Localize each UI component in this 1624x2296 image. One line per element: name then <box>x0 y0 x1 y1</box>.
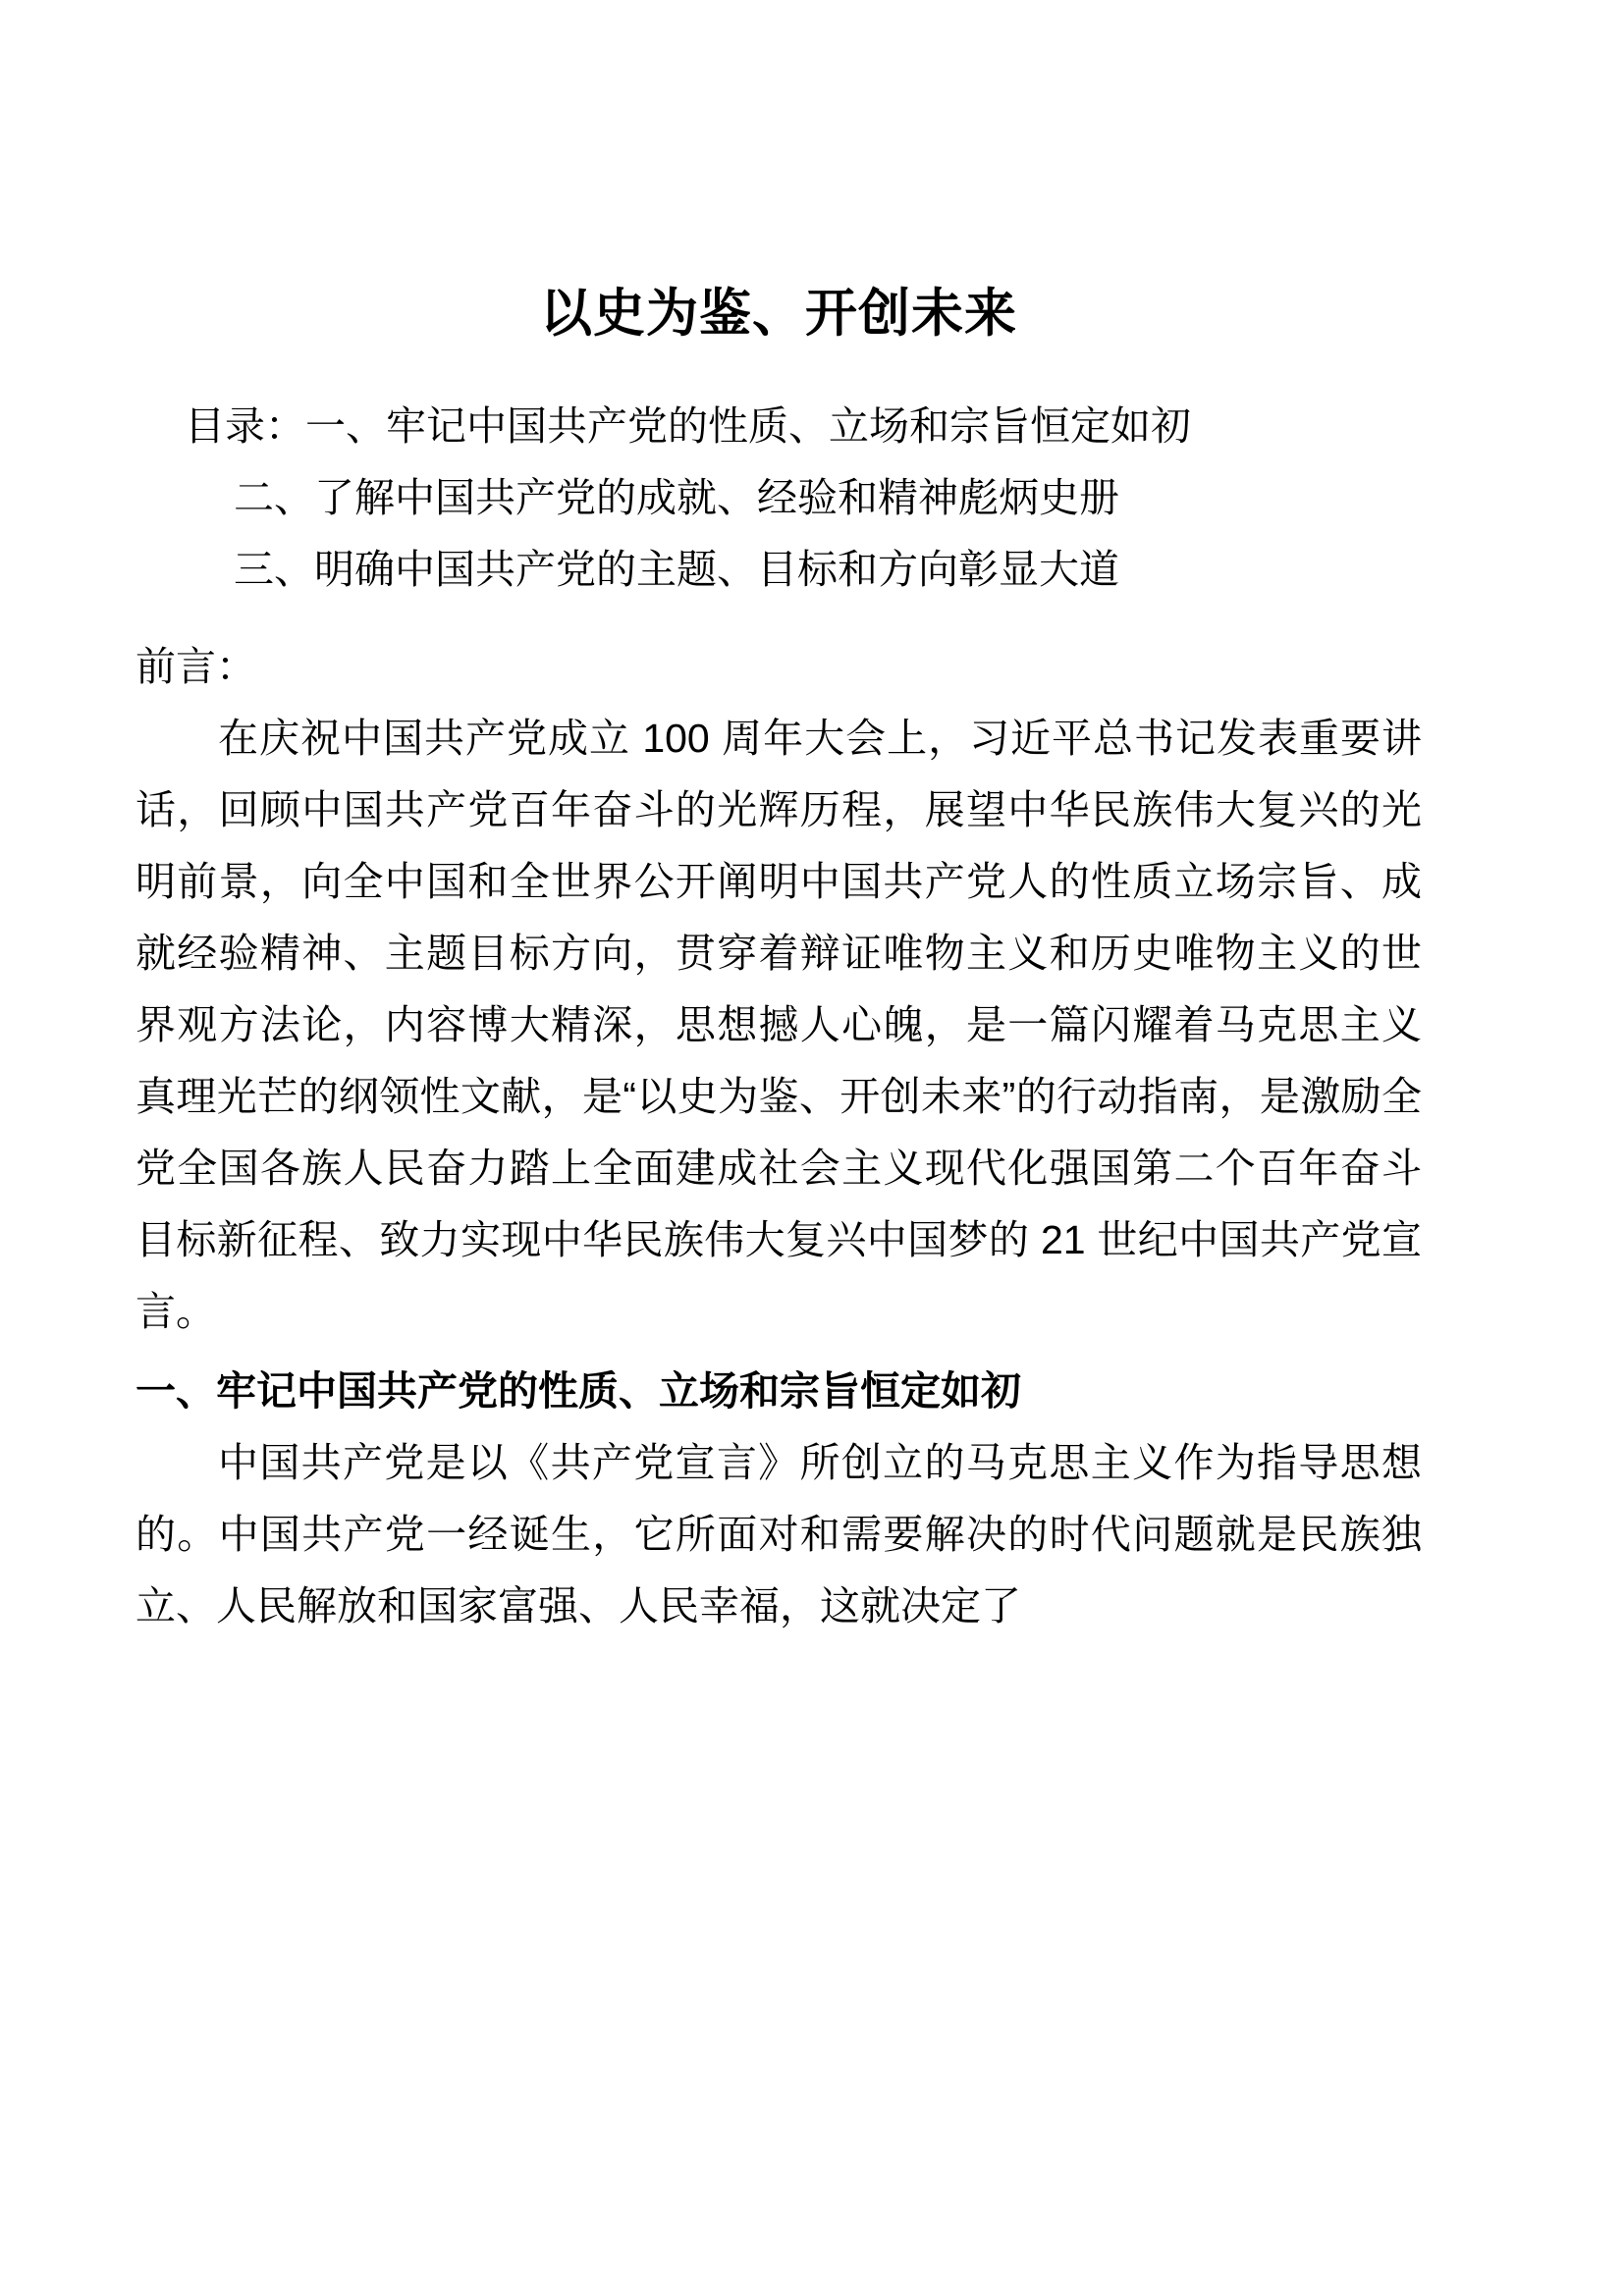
section-1-paragraph: 中国共产党是以《共产党宣言》所创立的马克思主义作为指导思想的。中国共产党一经诞生，它所面对和需要解决的时代问题就是民族独立、人民解放和国家富强、人民幸福，这就决定了 <box>135 1439 1422 1629</box>
table-of-contents <box>135 391 1422 606</box>
page-content <box>135 0 1422 1642</box>
toc-entry-3: 三、明确中国共产党的主题、目标和方向彰显大道 <box>234 546 1119 592</box>
section-heading-1: 一、牢记中国共产党的性质、立场和宗旨恒定如初 <box>135 1367 1021 1414</box>
page-title: 以史为鉴、开创未来 <box>540 285 1017 343</box>
preface-label: 前言： <box>135 643 256 689</box>
toc-entry-1: 目录：一、牢记中国共产党的性质、立场和宗旨恒定如初 <box>185 402 1191 449</box>
preface-paragraph: 在庆祝中国共产党成立 100 周年大会上，习近平总书记发表重要讲话，回顾中国共产党百年奋斗的光辉历程，展望中华民族伟大复兴的光明前景，向全中国和全世界公开阐明中国共产党人的性质立场宗旨、成就经验精神、主题目标方向，贯穿着辩证唯物主义和历史唯物主义的世界观方法论，内容博大精深，思想撼人心魄，是一篇闪耀着马克思主义真理光芒的纲领性文献，是“以史为鉴、开创未来”的行动指南，是激励全党全国各族人民奋力踏上全面建成社会主义现代化强国第二个百年奋斗目标新征程、致力实现中华民族伟大复兴中国梦的 21 世纪中国共产党宣言。 <box>135 715 1422 1334</box>
toc-entry-2: 二、了解中国共产党的成就、经验和精神彪炳史册 <box>234 474 1119 520</box>
paragraph-spacer <box>135 1348 1422 1356</box>
